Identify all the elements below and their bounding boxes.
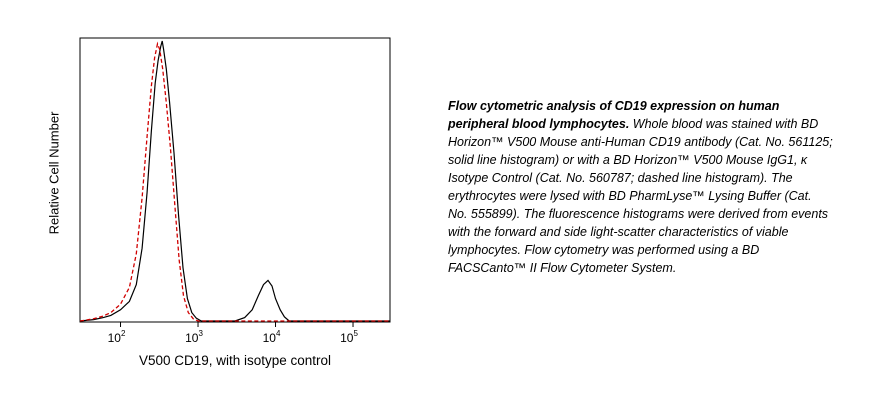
x-tick-label: $10^4$: [262, 329, 281, 345]
caption-body: Whole blood was stained with BD Horizon™ V500 Mouse anti-Human CD19 antibody (Cat. No. 561125; solid line histogram) or with a BD Horizon™ V500 Mouse IgG1, κ Isotype Control (Cat. No. 560787; dashed line histogram). The erythrocytes were lysed with BD PharmLyse™ Lysing Buffer (Cat. No. 555899). The fluorescence histograms were derived from events with the forward and side light-scatter characteristics of viable lymphocytes. Flow cytometry was performed using a BD FACSCanto™ II Flow Cytometer System.: [448, 117, 833, 275]
y-axis-label-box: [44, 28, 64, 318]
series-group: [80, 41, 390, 321]
plot-frame: [80, 38, 390, 322]
caption-lead: Flow cytometric analysis of CD19 expression on human peripheral blood lymphocytes.: [448, 99, 780, 131]
cd19-solid-line: [80, 41, 390, 321]
isotype-control-dashed-line: [80, 44, 390, 321]
figure-caption: [448, 97, 833, 277]
x-tick-label: $10^3$: [185, 329, 203, 345]
x-tick-label: $10^2$: [107, 329, 126, 345]
y-axis-label: Relative Cell Number: [46, 111, 62, 235]
x-axis-ticks: [108, 322, 359, 345]
x-tick-label: $10^5$: [340, 329, 358, 345]
x-axis-label: V500 CD19, with isotype control: [138, 353, 332, 368]
